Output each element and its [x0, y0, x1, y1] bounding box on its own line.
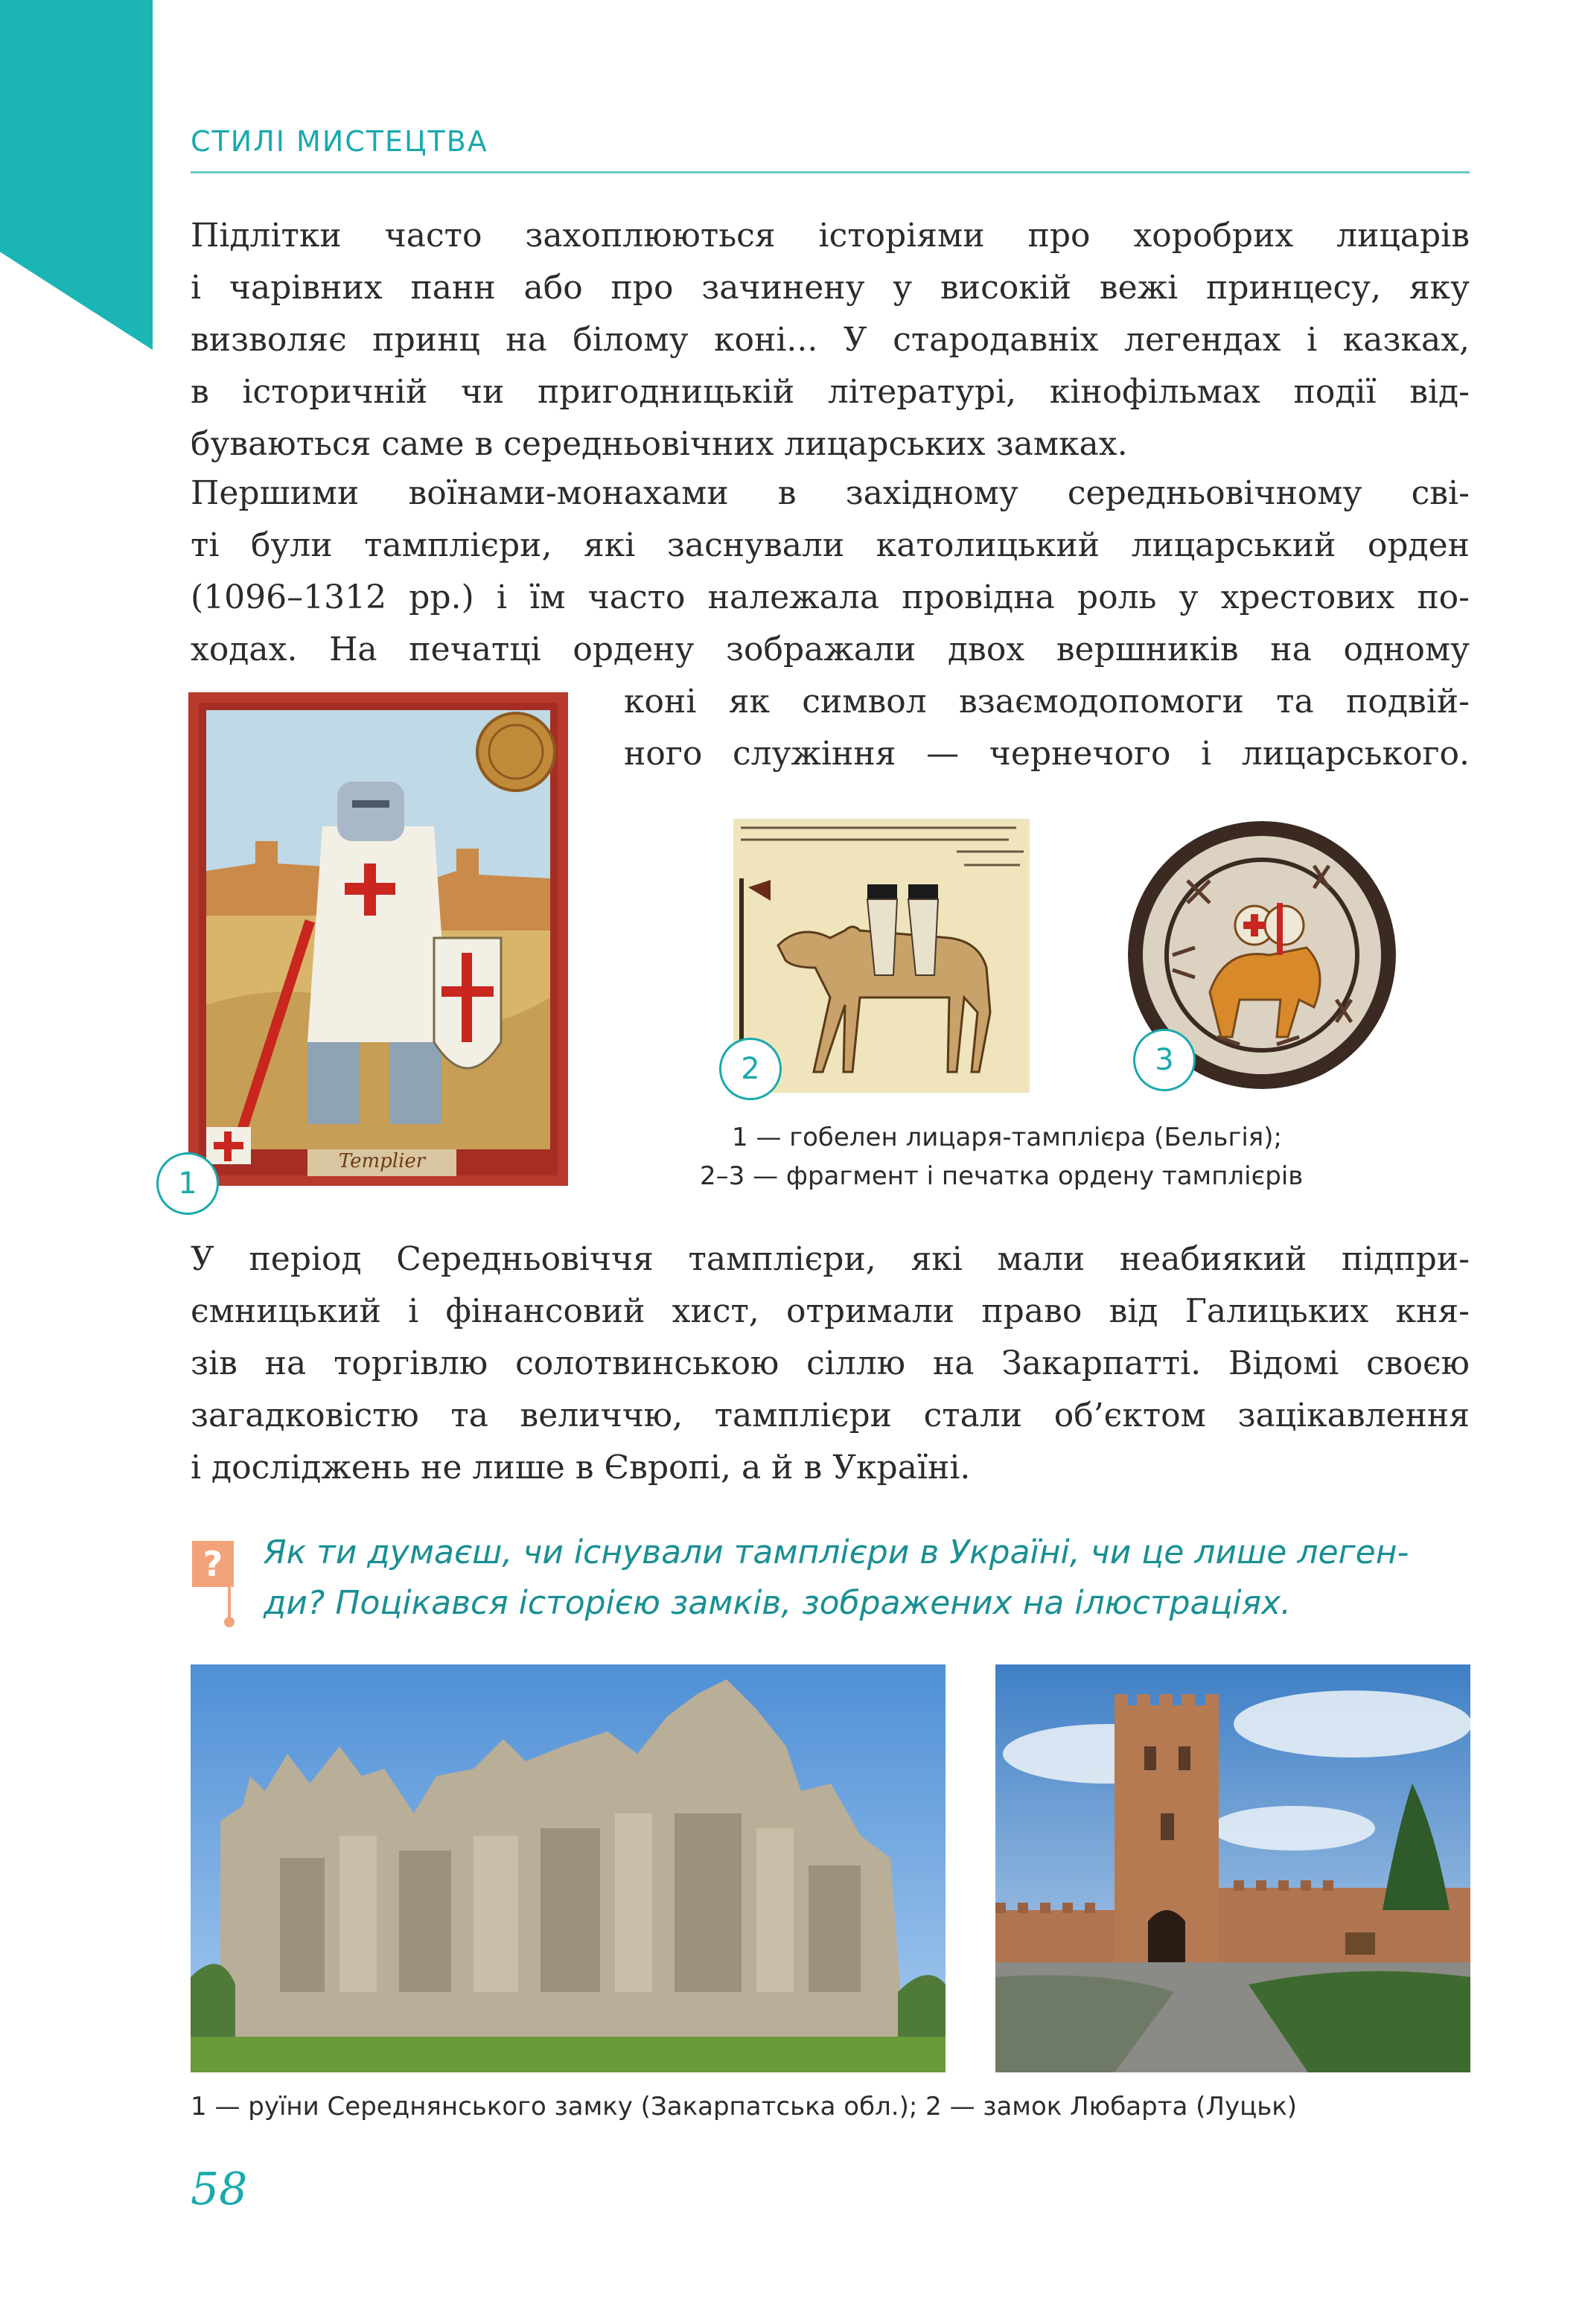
text-line: в історичній чи пригодницькій літературі, кінофільмах події від-	[191, 373, 1470, 411]
page-number: 58	[191, 2163, 248, 2215]
text-line: коні як символ взаємодопомоги та подвій-	[624, 683, 1470, 721]
text-line: і досліджень не лише в Європі, а й в Україні.	[191, 1449, 971, 1487]
ruins-castle-image	[191, 1664, 946, 2072]
corner-tab-decoration	[0, 0, 153, 350]
question-icon: ?	[192, 1541, 234, 1587]
text-line: Першими воїнами-монахами в західному середньовічному сві-	[191, 474, 1470, 512]
question-icon-dot	[224, 1617, 235, 1627]
text-line: (1096–1312 рр.) і їм часто належала провідна роль у хрестових по-	[191, 578, 1470, 616]
question-line: Як ти думаєш, чи існували тамплієри в Україні, чи це лише леген-	[264, 1533, 1409, 1571]
figure-caption-line: 1 — гобелен лицаря-тамплієра (Бельгія);	[732, 1123, 1282, 1152]
figure-caption-line: 2–3 — фрагмент і печатка ордену тамплієрів	[700, 1161, 1304, 1191]
text-line: і чарівних панн або про зачинену у високій вежі принцесу, яку	[191, 269, 1470, 307]
section-title: СТИЛІ МИСТЕЦТВА	[191, 125, 488, 158]
text-line: ходах. На печатці ордену зображали двох вершників на одному	[191, 631, 1470, 668]
paragraph-2-wrap	[624, 676, 1470, 780]
question-line: ди? Поцікався історією замків, зображених на ілюстраціях.	[264, 1584, 1292, 1622]
text-line: ємницький і фінансовий хист, отримали право від Галицьких кня-	[191, 1292, 1470, 1330]
text-line: ті були тамплієри, які заснували католицький лицарський орден	[191, 526, 1470, 564]
title-rule	[191, 171, 1470, 173]
manuscript-fragment-image	[733, 819, 1030, 1093]
paragraph-1	[191, 210, 1470, 470]
text-line: У період Середньовіччя тамплієри, які мали неабиякий підпри-	[191, 1240, 1470, 1278]
text-line: ного служіння — чернечого і лицарського.	[624, 735, 1470, 773]
text-line: Підлітки часто захоплюються історіями про хоробрих лицарів	[191, 217, 1470, 255]
figure-number-3: 3	[1133, 1029, 1196, 1091]
question-text	[264, 1527, 1470, 1629]
tapestry-banner-text: Templier	[338, 1150, 426, 1172]
text-line: загадковістю та величчю, тамплієри стали об’єктом зацікавлення	[191, 1396, 1470, 1434]
bottom-figure-caption: 1 — руїни Середнянського замку (Закарпатська обл.); 2 — замок Любарта (Луцьк)	[191, 2092, 1298, 2122]
lubart-castle-image	[995, 1664, 1470, 2072]
paragraph-3	[191, 1233, 1470, 1494]
text-line: зів на торгівлю солотвинською сіллю на Закарпатті. Відомі своєю	[191, 1344, 1470, 1382]
figure-number-2: 2	[719, 1038, 782, 1100]
text-line: буваються саме в середньовічних лицарських замках.	[191, 425, 1128, 463]
text-line: визволяє принц на білому коні... У стародавніх легендах і казках,	[191, 321, 1470, 359]
figure-number-1: 1	[156, 1152, 219, 1215]
paragraph-2	[191, 467, 1470, 676]
tapestry-templar-image	[188, 692, 568, 1186]
